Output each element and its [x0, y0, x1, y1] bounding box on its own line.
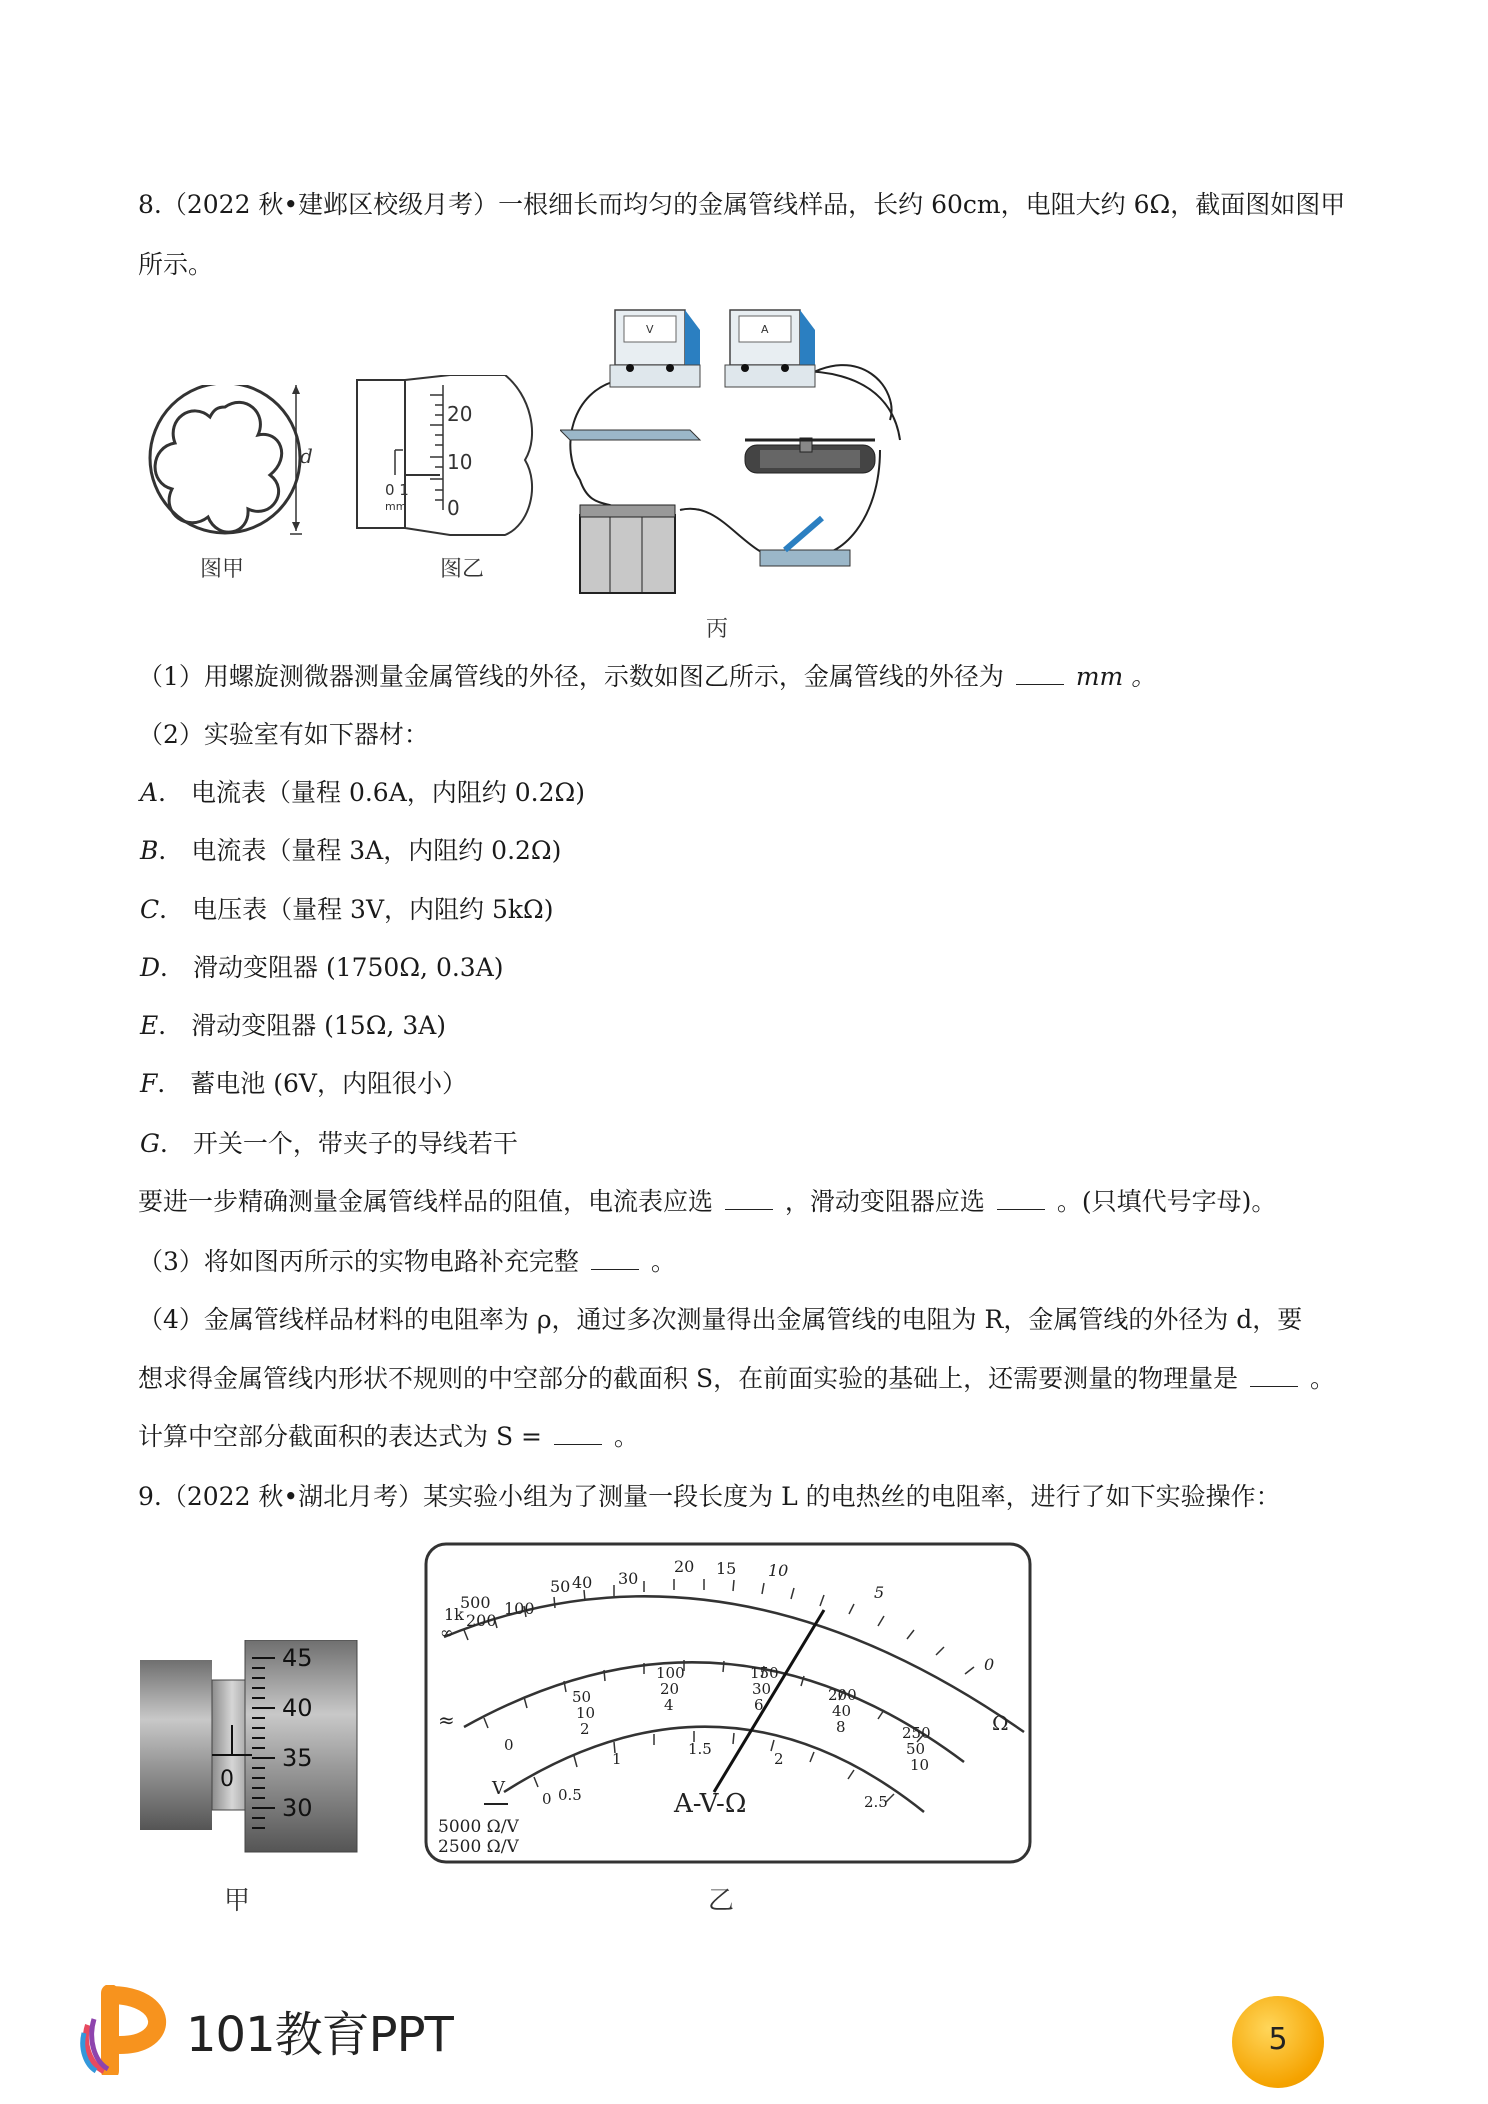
option-E [140, 1009, 446, 1043]
v1-150: 150 [750, 1664, 779, 1682]
v3-8: 8 [836, 1718, 846, 1736]
q8-line2: 所示。 [138, 250, 214, 279]
ohm-30: 30 [618, 1569, 639, 1588]
v2-50: 50 [906, 1740, 926, 1758]
ohm-1k: 1k [444, 1605, 464, 1624]
option-B [140, 834, 561, 868]
q8-p3-text: （3）将如图丙所示的实物电路补充完整 [138, 1247, 579, 1276]
brand-name: 101教育PPT [186, 2007, 453, 2063]
q8-p1 [138, 660, 1156, 694]
q8-p4-line1: （4）金属管线样品材料的电阻率为 ρ，通过多次测量得出金属管线的电阻为 R，金属管线的外径为 d，要 [138, 1305, 1303, 1334]
q8-p4-line2 [138, 1362, 1335, 1396]
option-letter: C [140, 895, 160, 924]
yi-mm: mm [385, 500, 407, 513]
q8-p4-expr-text: 计算中空部分截面积的表达式为 S = [138, 1422, 542, 1451]
q8-p3-end: 。 [650, 1247, 676, 1276]
q8-p4-end: 。 [1309, 1364, 1335, 1393]
choose-text-2: ，滑动变阻器应选 [784, 1187, 985, 1216]
v3-0: 0 [504, 1736, 514, 1754]
option-text: ． 电流表（量程 3A，内阻约 0.2Ω) [158, 836, 562, 865]
option-letter: A [140, 778, 159, 807]
ohm-200: 200 [466, 1611, 497, 1630]
yi-main-ticks: 0 1 [385, 481, 409, 499]
q8-p4-line3 [138, 1420, 639, 1454]
caption-jia: 图甲 [200, 557, 245, 582]
ohm-0: 0 [984, 1655, 995, 1674]
option-text: ． 滑动变阻器 (1750Ω, 0.3A) [160, 953, 504, 982]
ammeter-choice-blank[interactable] [725, 1189, 773, 1210]
caption-bing: 丙 [706, 617, 729, 642]
jia-tick-35: 35 [282, 1744, 313, 1772]
q8-p1-unit: mm 。 [1075, 662, 1157, 691]
ma-2: 2 [774, 1750, 784, 1768]
caption-q9-yi: 乙 [708, 1886, 735, 1916]
option-A [140, 776, 585, 810]
v1-200: 200 [828, 1686, 857, 1704]
v2-30: 30 [752, 1680, 772, 1698]
option-D [140, 951, 504, 985]
jia-tick-45: 45 [282, 1644, 313, 1672]
option-letter: G [140, 1129, 160, 1158]
caption-q9-jia: 甲 [224, 1886, 251, 1916]
option-letter: E [140, 1011, 159, 1040]
meter-spec-1: 5000 Ω/V [438, 1817, 519, 1837]
choose-text-3: 。(只填代号字母)。 [1056, 1187, 1277, 1216]
ohm-100: 100 [504, 1599, 535, 1618]
page-number: 5 [1268, 2022, 1288, 2057]
yi-tick-0: 0 [447, 496, 460, 520]
q9-line1: 9.（2022 秋•湖北月考）某实验小组为了测量一段长度为 L 的电热丝的电阻率，进行了如下实验操作： [138, 1482, 1281, 1511]
ma-1: 1 [612, 1750, 622, 1768]
ohm-15: 15 [716, 1559, 737, 1578]
meter-center-label: A-V-Ω [674, 1789, 747, 1819]
v2-40: 40 [832, 1702, 852, 1720]
jia-tick-40: 40 [282, 1694, 313, 1722]
q8-p1-blank[interactable] [1016, 664, 1064, 685]
option-letter: F [140, 1069, 158, 1098]
d-label: d [300, 444, 313, 468]
ohm-50: 50 [550, 1577, 571, 1596]
q8-p3-blank[interactable] [591, 1249, 639, 1270]
ohm-10: 10 [768, 1561, 789, 1580]
quantity-blank[interactable] [1250, 1366, 1298, 1387]
yi-tick-20: 20 [447, 402, 473, 426]
v3-4: 4 [664, 1696, 674, 1714]
unit-ohm: Ω [992, 1711, 1009, 1735]
option-text: ． 电压表（量程 3V，内阻约 5kΩ) [159, 895, 554, 924]
ohm-500: 500 [460, 1593, 491, 1612]
figure-q9-yi-multimeter [424, 1542, 1032, 1864]
yi-tick-10: 10 [447, 450, 473, 474]
q8-p1-text: （1）用螺旋测微器测量金属管线的外径，示数如图乙所示，金属管线的外径为 [138, 662, 1004, 691]
option-C [140, 893, 553, 927]
v3-10: 10 [910, 1756, 930, 1774]
meter-spec-2: 2500 Ω/V [438, 1837, 519, 1857]
jia-tick-30: 30 [282, 1794, 313, 1822]
expression-blank[interactable] [554, 1424, 602, 1445]
caption-yi: 图乙 [440, 557, 485, 582]
ohm-40: 40 [572, 1573, 593, 1592]
q8-p4-expr-end: 。 [613, 1422, 639, 1451]
rheostat-choice-blank[interactable] [997, 1189, 1045, 1210]
v3-6: 6 [754, 1696, 764, 1714]
unit-v: V [492, 1778, 505, 1799]
unit-ac: ≈ [438, 1708, 455, 1732]
brand-logo-icon [80, 1985, 180, 2075]
v2-10: 10 [576, 1704, 596, 1722]
ohm-20: 20 [674, 1557, 695, 1576]
option-text: ． 开关一个，带夹子的导线若干 [159, 1129, 518, 1158]
ma-1-5: 1.5 [688, 1740, 712, 1758]
q8-p4-text: 想求得金属管线内形状不规则的中空部分的截面积 S，在前面实验的基础上，还需要测量的物理量是 [138, 1364, 1239, 1393]
q8-p2: （2）实验室有如下器材： [138, 720, 429, 749]
svg-text:A: A [761, 323, 769, 336]
q8-choose [138, 1185, 1276, 1219]
jia-zero: 0 [220, 1767, 234, 1792]
ohm-infinity: ∞ [440, 1623, 454, 1642]
v3-2: 2 [580, 1720, 590, 1738]
option-letter: D [140, 953, 161, 982]
v1-50: 50 [572, 1688, 592, 1706]
q8-line1: 8.（2022 秋•建邺区校级月考）一根细长而均匀的金属管线样品，长约 60cm，电阻大约 6Ω，截面图如图甲 [138, 190, 1346, 219]
option-F [140, 1067, 467, 1101]
v2-20: 20 [660, 1680, 680, 1698]
choose-text-1: 要进一步精确测量金属管线样品的阻值，电流表应选 [138, 1187, 714, 1216]
option-text: ． 滑动变阻器 (15Ω, 3A) [158, 1011, 447, 1040]
q8-p3 [138, 1245, 676, 1279]
figure-bing-circuit [560, 300, 920, 600]
option-text: ． 蓄电池 (6V，内阻很小） [157, 1069, 467, 1098]
ma-0-5: 0.5 [558, 1786, 582, 1804]
figure-yi-micrometer [355, 375, 545, 540]
ma-0: 0 [542, 1790, 552, 1808]
svg-text:V: V [646, 323, 654, 336]
option-text: ． 电流表（量程 0.6A，内阻约 0.2Ω) [158, 778, 585, 807]
v1-100: 100 [656, 1664, 685, 1682]
ohm-5: 5 [874, 1583, 885, 1602]
page-number-badge [1232, 1996, 1324, 2088]
figure-q9-jia-micrometer [140, 1640, 360, 1860]
v1-250: 250 [902, 1724, 931, 1742]
option-letter: B [140, 836, 159, 865]
ma-2-5: 2.5 [864, 1793, 888, 1811]
option-G [140, 1127, 518, 1161]
